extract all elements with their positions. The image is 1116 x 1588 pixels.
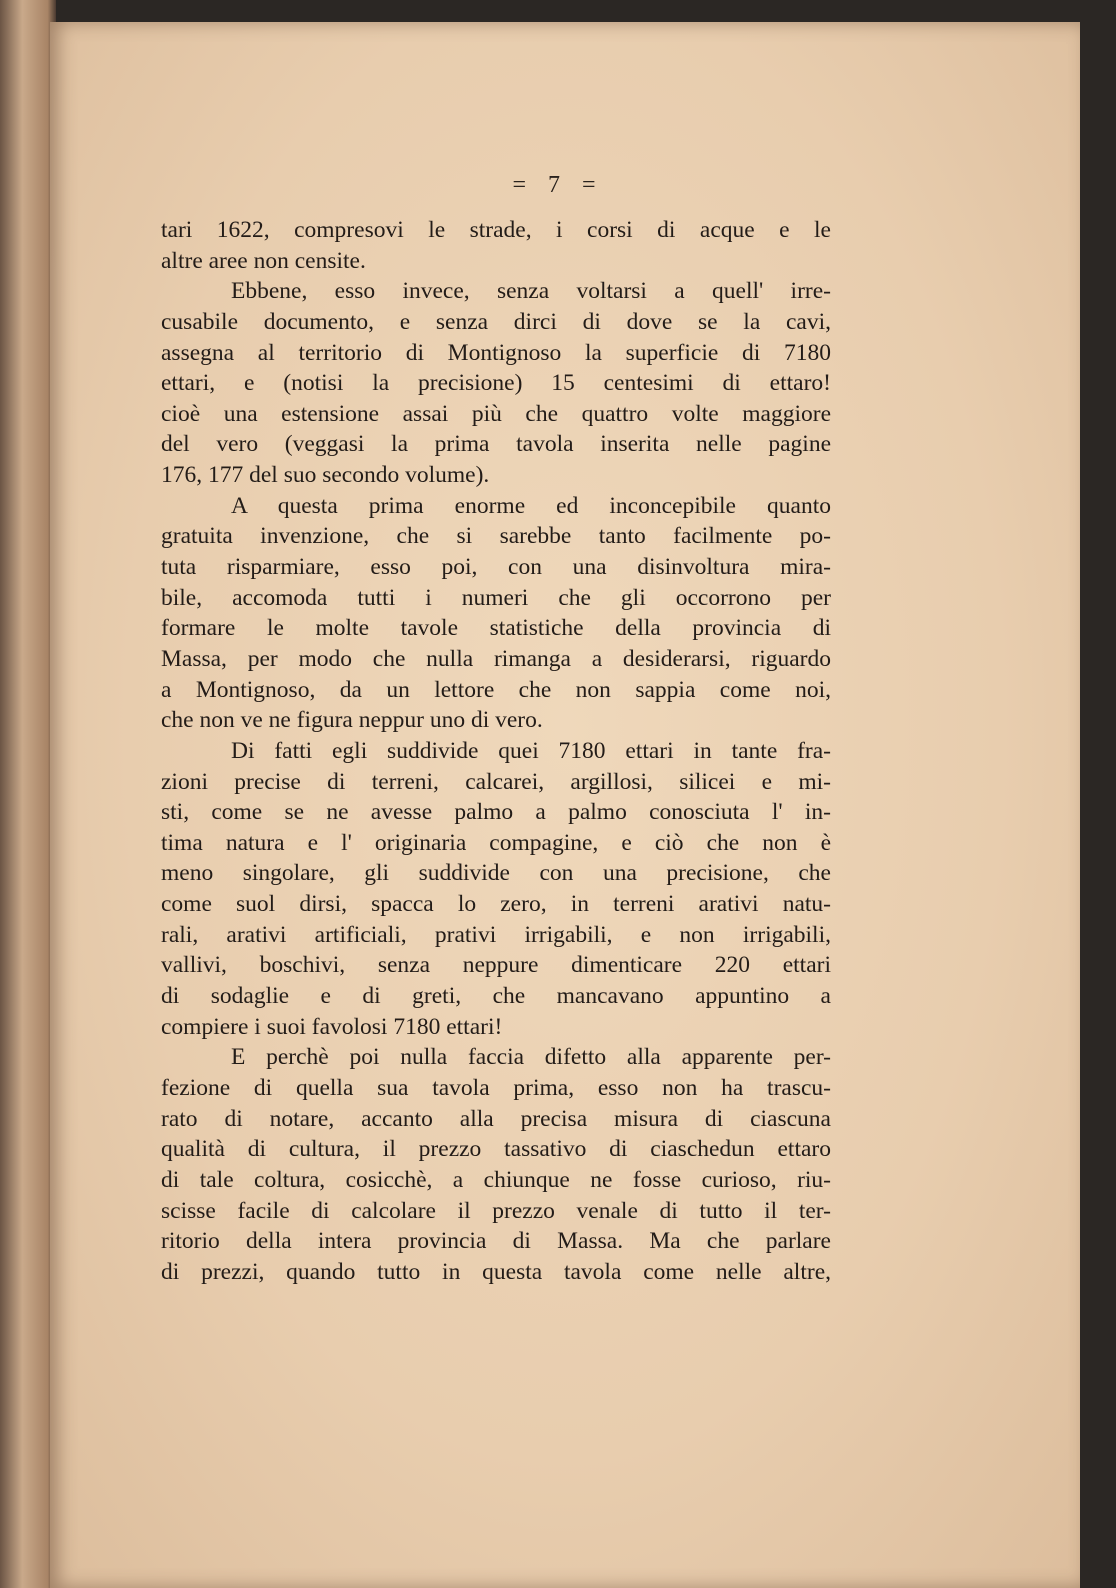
text-line: compiere i suoi favolosi 7180 ettari!	[161, 1013, 503, 1040]
text-line: Ebbene, esso invece, senza voltarsi a quell' irre-	[231, 278, 831, 305]
text-line: qualità di cultura, il prezzo tassativo di ciaschedun ettaro	[161, 1136, 831, 1163]
text-line: di prezzi, quando tutto in questa tavola come nelle altre,	[161, 1258, 831, 1285]
text-line: a Montignoso, da un lettore che non sappia come noi,	[161, 676, 831, 703]
text-line: cusabile documento, e senza dirci di dove se la cavi,	[161, 308, 831, 335]
text-line: E perchè poi nulla faccia difetto alla apparente per-	[231, 1044, 831, 1071]
text-line: Di fatti egli suddivide quei 7180 ettari in tante fra-	[231, 737, 831, 764]
text-line: ritorio della intera provincia di Massa. Ma che parlare	[161, 1228, 831, 1255]
text-line: di sodaglie e di greti, che mancavano appuntino a	[161, 983, 831, 1010]
text-line: assegna al territorio di Montignoso la superficie di 7180	[161, 339, 831, 366]
text-line: come suol dirsi, spacca lo zero, in terreni arativi natu-	[161, 891, 831, 918]
text-line: del vero (veggasi la prima tavola inserita nelle pagine	[161, 431, 831, 458]
text-line: formare le molte tavole statistiche della provincia di	[161, 615, 831, 642]
text-line: gratuita invenzione, che si sarebbe tanto facilmente po-	[161, 523, 831, 550]
text-line: cioè una estensione assai più che quattro volte maggiore	[161, 400, 831, 427]
text-line: A questa prima enorme ed inconcepibile quanto	[231, 492, 831, 519]
text-line: scisse facile di calcolare il prezzo venale di tutto il ter-	[161, 1197, 831, 1224]
text-line: ettari, e (notisi la precisione) 15 centesimi di ettaro!	[161, 370, 831, 397]
text-line: altre aree non censite.	[161, 247, 366, 274]
text-line: meno singolare, gli suddivide con una precisione, che	[161, 860, 831, 887]
text-line: tima natura e l' originaria compagine, e ciò che non è	[161, 829, 831, 856]
text-line: tari 1622, compresovi le strade, i corsi di acque e le	[161, 217, 831, 243]
text-line: fezione di quella sua tavola prima, esso non ha trascu-	[161, 1074, 831, 1101]
body-text	[161, 215, 831, 1287]
text-line: tuta risparmiare, esso poi, con una disinvoltura mira-	[161, 554, 831, 581]
adjacent-page-edge	[0, 0, 56, 1588]
text-line: che non ve ne figura neppur uno di vero.	[161, 707, 543, 734]
text-line: zioni precise di terreni, calcarei, argillosi, silicei e mi-	[161, 768, 831, 795]
text-line: rali, arativi artificiali, prativi irrigabili, e non irrigabili,	[161, 921, 831, 948]
text-line: 176, 177 del suo secondo volume).	[161, 462, 490, 489]
text-line: rato di notare, accanto alla precisa misura di ciascuna	[161, 1105, 831, 1132]
text-line: di tale coltura, cosicchè, a chiunque ne fosse curioso, riu-	[161, 1166, 831, 1193]
text-line: sti, come se ne avesse palmo a palmo conosciuta l' in-	[161, 799, 831, 826]
text-line: bile, accomoda tutti i numeri che gli occorrono per	[161, 584, 831, 611]
page-number: = 7 =	[512, 172, 604, 198]
text-line: vallivi, boschivi, senza neppure dimenticare 220 ettari	[161, 952, 831, 979]
text-line: Massa, per modo che nulla rimanga a desiderarsi, riguardo	[161, 645, 831, 672]
